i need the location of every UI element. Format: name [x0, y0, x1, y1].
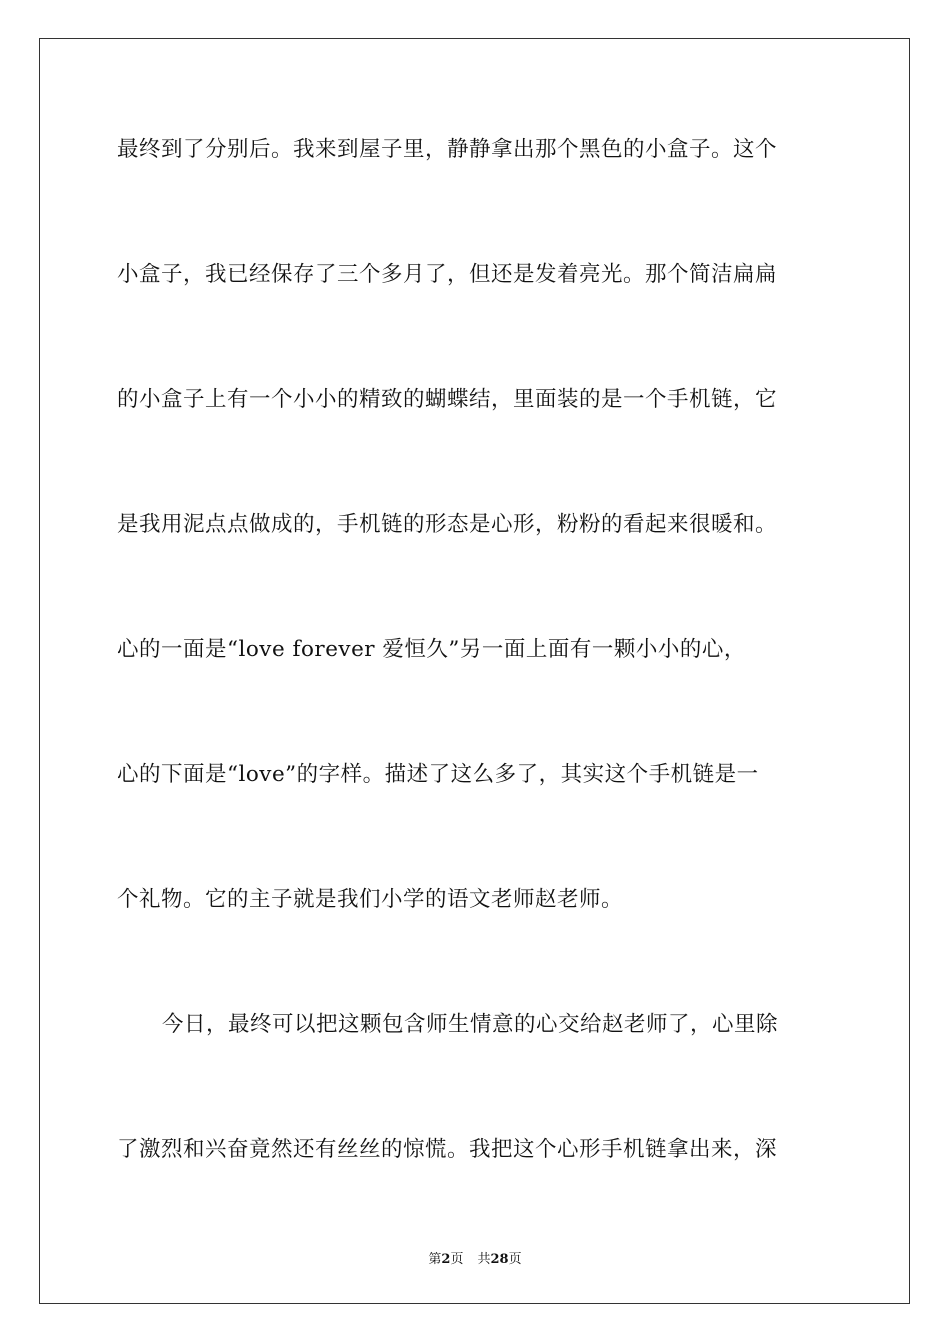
footer-page-number: 2 — [441, 1252, 451, 1267]
page-footer — [0, 1248, 950, 1267]
body-text-line-3: 的小盒子上有一个小小的精致的蝴蝶结，里面装的是一个手机链，它 — [117, 387, 778, 412]
footer-page-suffix: 页 — [450, 1252, 464, 1267]
body-text-line-8: 今日，最终可以把这颗包含师生情意的心交给赵老师了，心里除 — [162, 1012, 779, 1037]
body-text-line-1: 最终到了分别后。我来到屋子里，静静拿出那个黑色的小盒子。这个 — [117, 137, 778, 162]
footer-total-pages: 28 — [490, 1252, 509, 1267]
footer-total-prefix: 共 — [477, 1252, 491, 1267]
page-border — [39, 38, 910, 1304]
body-text-line-2: 小盒子，我已经保存了三个多月了，但还是发着亮光。那个简洁扁扁 — [117, 262, 778, 287]
body-text-line-7: 个礼物。它的主子就是我们小学的语文老师赵老师。 — [117, 887, 624, 912]
body-text-line-9: 了激烈和兴奋竟然还有丝丝的惊慌。我把这个心形手机链拿出来，深 — [117, 1137, 778, 1162]
body-text-line-4: 是我用泥点点做成的，手机链的形态是心形，粉粉的看起来很暖和。 — [117, 512, 778, 537]
footer-page-prefix: 第 — [428, 1252, 442, 1267]
body-text-line-6: 心的下面是“love”的字样。描述了这么多了，其实这个手机链是一 — [117, 762, 759, 787]
body-text-line-5: 心的一面是“love forever 爱恒久”另一面上面有一颗小小的心， — [117, 637, 746, 662]
footer-total-suffix: 页 — [508, 1252, 522, 1267]
